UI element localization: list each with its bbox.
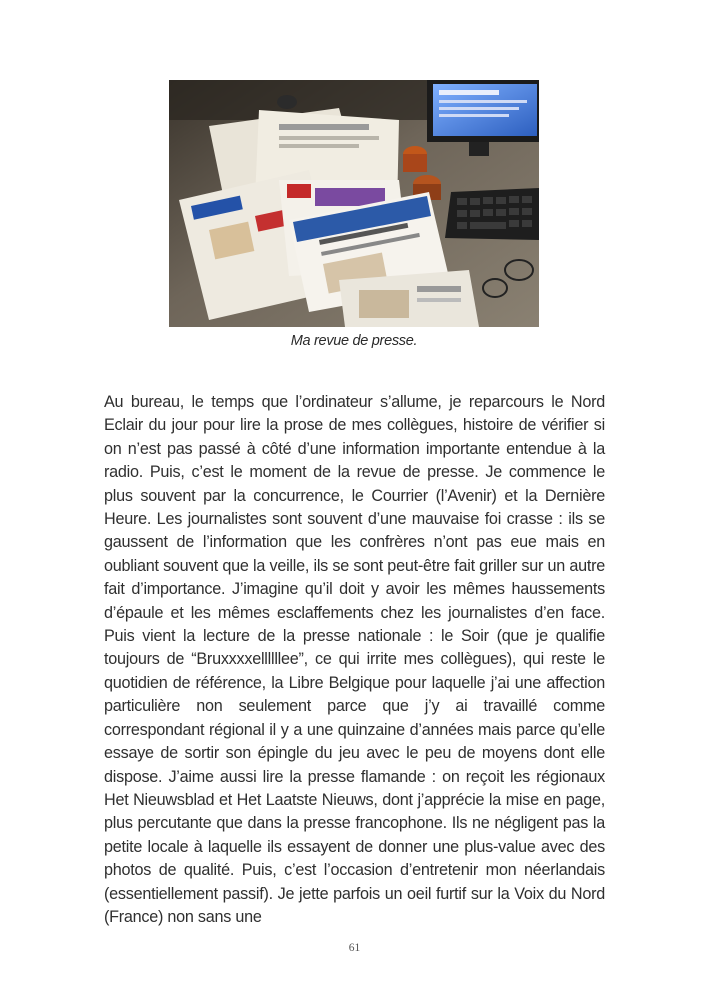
page-number: 61: [348, 942, 361, 954]
figure-caption: Ma revue de presse.: [290, 333, 418, 349]
newspapers-photo: [169, 80, 539, 327]
body-paragraph: Au bureau, le temps que l’ordinateur s’allume, je reparcours le Nord Eclair du jour pour lire la prose de mes collègues, histoire de vérifier si on n’est pas passé à côté d’une information importante entendue à la radio. Puis, c’est le moment de la revue de presse. Je commence le plus souvent par la concurrence, le Courrier (l’Avenir) et la Dernière Heure. Les journalistes sont souvent d’une mauvaise foi crasse : ils se gaussent de l’information que les confrères n’ont pas eue mais en oubliant souvent que la veille, ils se sont peut-être fait griller sur un autre fait d’importance. J’imagine qu’il doit y avoir les mêmes haussements d’épaule et les mêmes esclaffements chez les journalistes d’en face. Puis vient la lecture de la presse nationale : le Soir (que je qualifie toujours de “Bruxxxxellllllee”, ce qui irrite mes collègues), qui reste le quotidien de référence, la Libre Belgique pour laquelle j’ai une affection particulière non seulement parce que j’y ai travaillé comme correspondant régional il y a une quinzaine d’années mais parce qu’elle essaye de sortir son épingle du jeu avec le peu de moyens dont elle dispose. J’aime aussi lire la presse flamande : on reçoit les régionaux Het Nieuwsblad et Het Laatste Nieuws, dont j’apprécie la mise en page, plus percutante que dans la presse francophone. Ils ne négligent pas la petite locale à laquelle ils essayent de donner une plus-value avec des photos de qualité. Puis, c’est l’occasion d’entretenir mon néerlandais (essentiellement passif). Je jette parfois un oeil furtif sur la Voix du Nord (France) non sans une: [104, 393, 605, 926]
